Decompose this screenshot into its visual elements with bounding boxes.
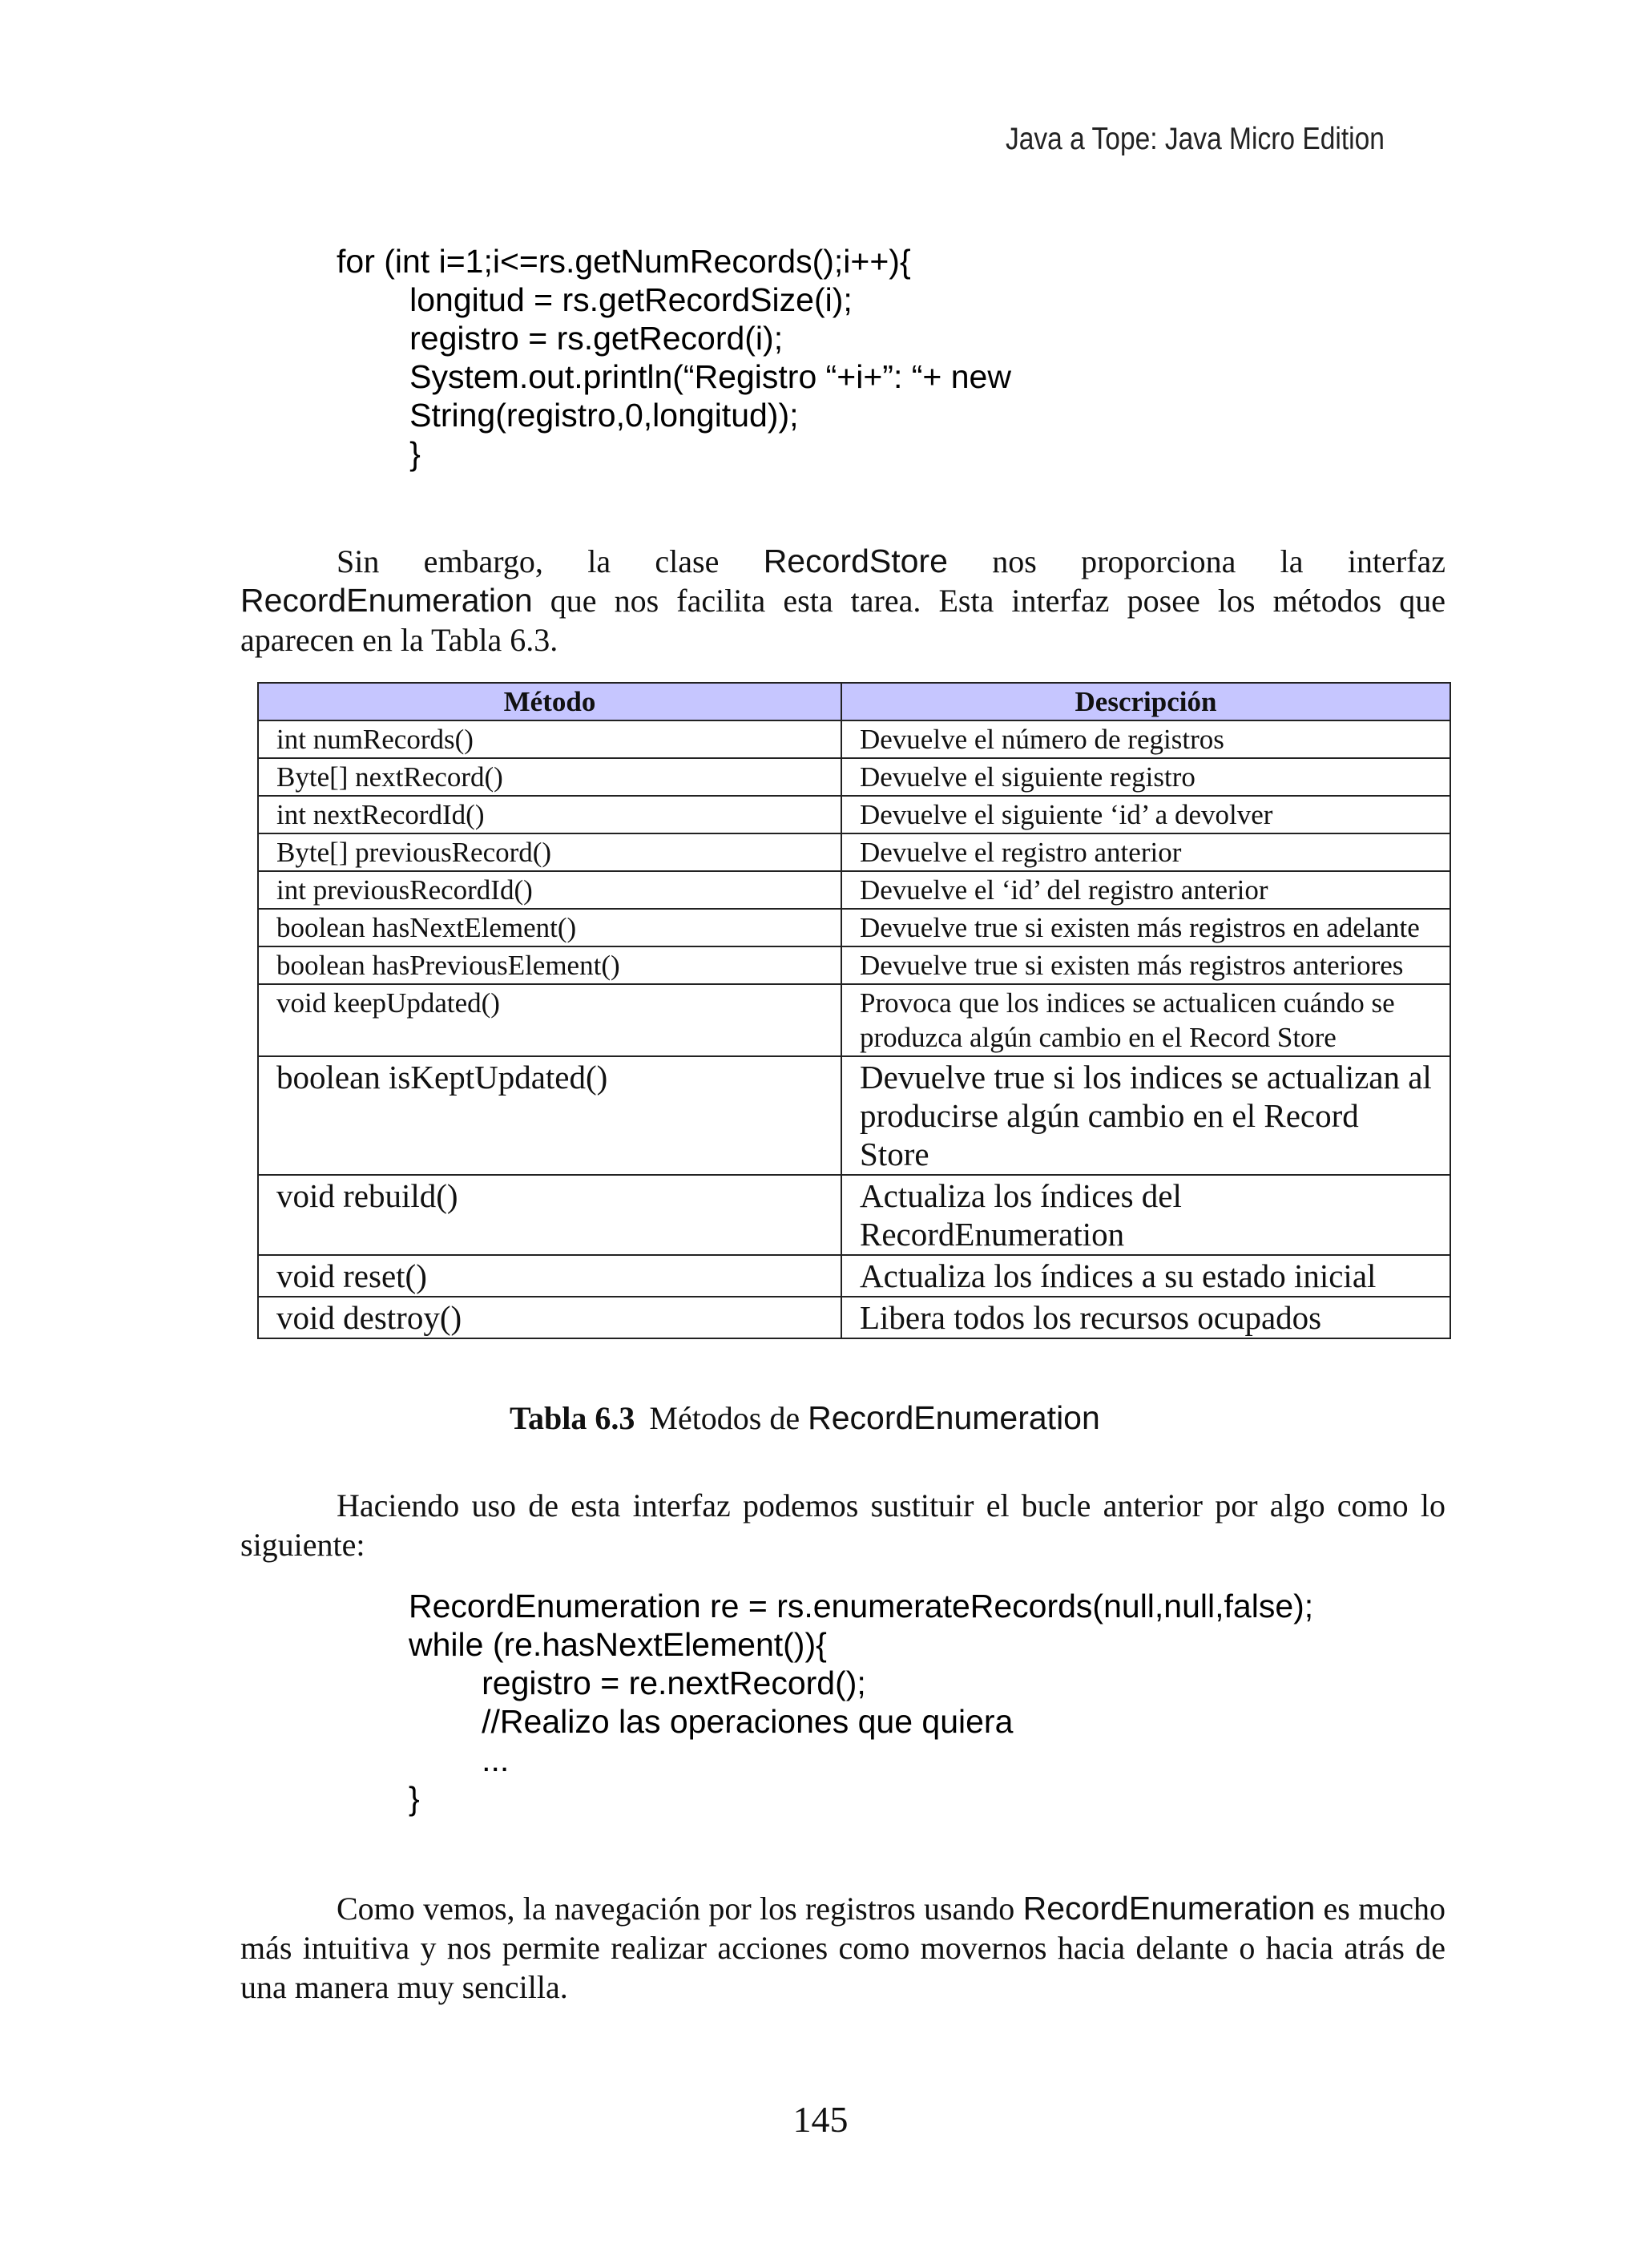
paragraph-conclusion [240,1889,1445,2007]
method-cell: int previousRecordId() [258,871,841,909]
table-row [258,758,1450,796]
method-cell: boolean hasNextElement() [258,909,841,946]
table-row [258,720,1450,758]
table-row [258,833,1450,871]
page-number: 145 [792,2099,849,2140]
description-cell: Devuelve true si existen más registros anteriores [841,946,1450,984]
description-cell: Devuelve el siguiente ‘id’ a devolver [841,796,1450,833]
table-row [258,909,1450,946]
code-block-loop: for (int i=1;i<=rs.getNumRecords();i++){ longitud = rs.getRecordSize(i); registro = rs.getRecord(i); System.out.println(“Registro “+i+”: “+ new String(registro,0,longitud)); } [337,243,1011,472]
description-cell: Provoca que los indices se actualicen cuándo se produzca algún cambio en el Record Store [841,984,1450,1056]
table-row [258,871,1450,909]
column-header-method: Método [258,683,841,720]
table-row [258,946,1450,984]
text: es mucho más intuitiva y nos permite realizar acciones como movernos hacia delante o hacia atrás de una manera muy sencilla. [240,1891,1446,2005]
code-term: RecordEnumeration [1022,1890,1316,1927]
method-cell: void rebuild() [258,1175,841,1255]
method-cell: void destroy() [258,1297,841,1338]
description-cell: Devuelve true si existen más registros en adelante [841,909,1450,946]
table-row [258,796,1450,833]
description-cell: Actualiza los índices a su estado inicial [841,1255,1450,1297]
text: que nos facilita esta tarea. Esta interfaz posee los métodos que aparecen en la Tabla 6.3. [240,583,1445,658]
caption-code: RecordEnumeration [808,1399,1100,1436]
table-row [258,1297,1450,1338]
table-caption [510,1399,1100,1437]
method-cell: void reset() [258,1255,841,1297]
code-term: RecordStore [763,543,948,579]
column-header-description: Descripción [841,683,1450,720]
running-header: Java a Tope: Java Micro Edition [1006,122,1385,156]
code-term: RecordEnumeration [240,582,533,619]
method-cell: void keepUpdated() [258,984,841,1056]
table-row [258,1056,1450,1175]
caption-text: Métodos de [649,1400,808,1436]
text: nos proporciona la interfaz [947,543,1446,579]
methods-table [257,682,1451,1339]
method-cell: Byte[] previousRecord() [258,833,841,871]
method-cell: int numRecords() [258,720,841,758]
table-header-row [258,683,1450,720]
description-cell: Actualiza los índices del RecordEnumeration [841,1175,1450,1255]
method-cell: boolean hasPreviousElement() [258,946,841,984]
text: Sin embargo, la clase [337,543,764,579]
method-cell: Byte[] nextRecord() [258,758,841,796]
description-cell: Devuelve el siguiente registro [841,758,1450,796]
method-cell: boolean isKeptUpdated() [258,1056,841,1175]
description-cell: Devuelve true si los indices se actualizan al producirse algún cambio en el Record Store [841,1056,1450,1175]
table-row [258,1175,1450,1255]
text: Como vemos, la navegación por los registros usando [337,1891,1023,1927]
description-cell: Devuelve el número de registros [841,720,1450,758]
text: Haciendo uso de esta interfaz podemos sustituir el bucle anterior por algo como lo siguiente: [240,1487,1445,1563]
method-cell: int nextRecordId() [258,796,841,833]
caption-label: Tabla 6.3 [510,1400,635,1436]
table-row [258,1255,1450,1297]
description-cell: Devuelve el ‘id’ del registro anterior [841,871,1450,909]
code-block-enumeration: RecordEnumeration re = rs.enumerateRecords(null,null,false); while (re.hasNextElement()){ registro = re.nextRecord(); //Realizo las operaciones que quiera ... } [409,1588,1314,1817]
description-cell: Devuelve el registro anterior [841,833,1450,871]
description-cell: Libera todos los recursos ocupados [841,1297,1450,1338]
paragraph-interface-usage [240,1486,1445,1564]
paragraph-recordstore [240,542,1445,660]
table-row [258,984,1450,1056]
